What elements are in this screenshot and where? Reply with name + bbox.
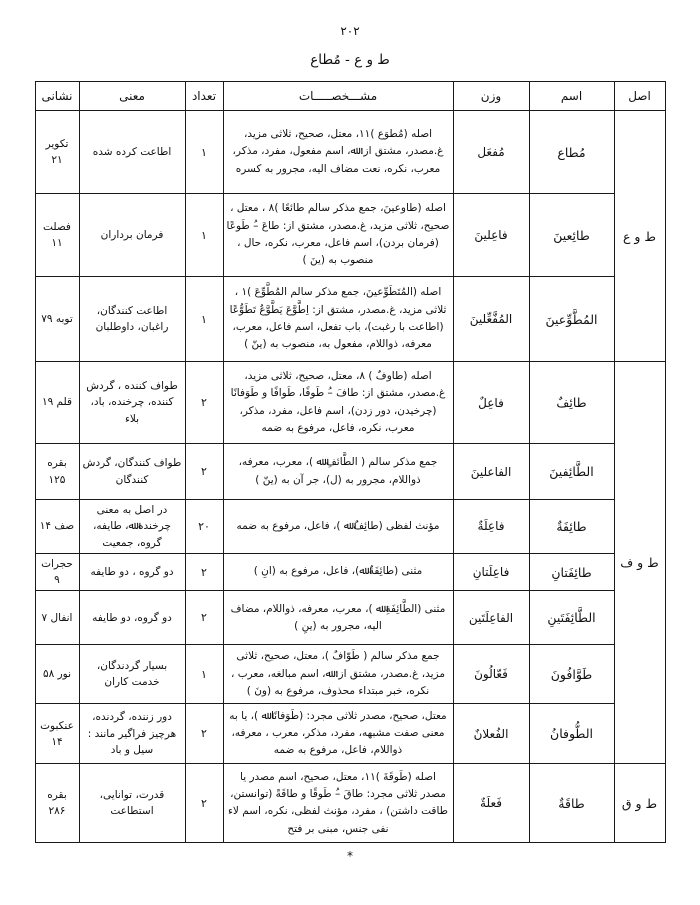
cell-esm: طاقَةٌ xyxy=(529,764,614,843)
cell-mani: اطاعت کرده شده xyxy=(79,111,185,194)
cell-esm: الطَّائِفَتَینِ xyxy=(529,591,614,645)
cell-tedad: ۲ xyxy=(185,704,223,764)
header-row xyxy=(35,82,665,111)
cell-tedad: ۲۰ xyxy=(185,500,223,554)
cell-vazn: فاعِلَةٌ xyxy=(453,500,529,554)
cell-neshani: تکویر ۲۱ xyxy=(35,111,79,194)
cell-esm: طائِفَتانِ xyxy=(529,553,614,591)
cell-neshani: قلم ۱۹ xyxy=(35,362,79,444)
cell-moshakhasat: مثنی (طائِفَةٌ ﷲ)، فاعل، مرفوع به (انِ ) xyxy=(223,553,453,591)
column-header-mani: معنی xyxy=(79,82,185,111)
cell-neshani: بقره ۲۸۶ xyxy=(35,764,79,843)
cell-tedad: ۲ xyxy=(185,591,223,645)
root-cell: ط و ق xyxy=(614,764,665,843)
cell-vazn: الفُعلانٌ xyxy=(453,704,529,764)
cell-tedad: ۲ xyxy=(185,362,223,444)
table-row xyxy=(35,553,665,591)
cell-mani: قدرت، توانایی، استطاعت xyxy=(79,764,185,843)
cell-neshani: فصلت ۱۱ xyxy=(35,194,79,277)
cell-mani: دو گروه ، دو طایفه xyxy=(79,553,185,591)
cell-neshani: نور ۵۸ xyxy=(35,645,79,704)
column-header-esm: اسم xyxy=(529,82,614,111)
column-header-asl: اصل xyxy=(614,82,665,111)
cell-mani: طواف کننده ، گردش کننده، چرخنده، باد، بلاء xyxy=(79,362,185,444)
cell-neshani: توبه ۷۹ xyxy=(35,277,79,362)
column-header-neshani: نشانی xyxy=(35,82,79,111)
cell-neshani: صف ۱۴ xyxy=(35,500,79,554)
cell-moshakhasat: جمع مذکر سالم ( طَوّافٌ )، معتل، صحیح، ثلاثی مزید، غ.مصدر، مشتق از: ﷲ، اسم مبالغه، معرب ، نکره، خبر مبتداء محذوف، مرفوع به (ونَ ) xyxy=(223,645,453,704)
cell-esm: الطَّائِفینَ xyxy=(529,444,614,500)
cell-tedad: ۱ xyxy=(185,111,223,194)
table-row xyxy=(35,645,665,704)
root-cell: ط و ف xyxy=(614,362,665,764)
cell-moshakhasat: معتل، صحیح، مصدر ثلاثی مجرد: (طَوَفانًا ﷲ )، یا به معنی صفت مشبهه، مفرد، مذکر، معرب ، معرفه، ذواللام، فاعل، مرفوع به ضمه xyxy=(223,704,453,764)
cell-moshakhasat: مثنی (الطَّائِفَةِ ﷲ )، معرب، معرفه، ذواللام، مضاف الیه، مجرور به (ینِ ) xyxy=(223,591,453,645)
cell-mani: اطاعت کنندگان، راغبان، داوطلبان xyxy=(79,277,185,362)
cell-esm: طَوَّافُونَ xyxy=(529,645,614,704)
table-row xyxy=(35,111,665,194)
cell-mani: فرمان برداران xyxy=(79,194,185,277)
cell-esm: طائِفٌ xyxy=(529,362,614,444)
cell-mani: دور زننده، گردنده، هرچیز فراگیر مانند : سیل و باد xyxy=(79,704,185,764)
page-number: ۲۰۲ xyxy=(340,24,360,38)
cell-mani: طواف کنندگان، گردش کنندگان xyxy=(79,444,185,500)
table-row xyxy=(35,764,665,843)
cell-esm: الطُّوفانُ xyxy=(529,704,614,764)
cell-vazn: فاعِلینَ xyxy=(453,194,529,277)
cell-esm: المُطَّوِّعینَ xyxy=(529,277,614,362)
cell-moshakhasat: جمع مذکر سالم ( الطَّائفِ ﷲ )، معرب، معرفه، ذواللام، مجرور به (ل)، جر آن به (ینّ ) xyxy=(223,444,453,500)
cell-tedad: ۱ xyxy=(185,645,223,704)
table-row xyxy=(35,444,665,500)
cell-vazn: فَعلَةٌ xyxy=(453,764,529,843)
cell-tedad: ۱ xyxy=(185,194,223,277)
cell-vazn: فَعّالُونَ xyxy=(453,645,529,704)
cell-moshakhasat: مؤنث لفظی (طائِفٌ ﷲ )، فاعل، مرفوع به ضمه xyxy=(223,500,453,554)
cell-tedad: ۲ xyxy=(185,553,223,591)
cell-moshakhasat: اصله (طاوعینَ، جمع مذکر سالم طائعًا )۸ ، معتل ، صحیح، ثلاثی مزید، غ.مصدر، مشتق از: طاعَ –ُ طَوعًا (فرمان بردن)، اسم فاعل، معرب، نکره، حال ، منصوب به (ینَ ) xyxy=(223,194,453,277)
table-row xyxy=(35,591,665,645)
cell-vazn: الفاعِلَتَین xyxy=(453,591,529,645)
cell-mani: در اصل به معنی چرخنده ﷲ، طایفه، گروه، جمعیت xyxy=(79,500,185,554)
cell-esm: طائِعینَ xyxy=(529,194,614,277)
cell-neshani: بقره ۱۲۵ xyxy=(35,444,79,500)
cell-moshakhasat: اصله (طَوقَةَ )۱۱، معتل، صحیح، اسم مصدر یا مصدر ثلاثی مجرد: طاقَ –ُ طَوقًا و طاقَةً (توانستن، طاقت داشتن) ، مفرد، مؤنث لفظی، نکره، اسم لاء نفی جنس، مبنی بر فتح xyxy=(223,764,453,843)
table-row xyxy=(35,362,665,444)
footnote-star: * xyxy=(347,849,353,864)
cell-tedad: ۱ xyxy=(185,277,223,362)
morphology-table xyxy=(35,81,666,843)
cell-esm: طائِفَةٌ xyxy=(529,500,614,554)
cell-vazn: فاعِلٌ xyxy=(453,362,529,444)
column-header-vazn: وزن xyxy=(453,82,529,111)
table-row xyxy=(35,704,665,764)
table-row xyxy=(35,277,665,362)
cell-vazn: الفاعلینَ xyxy=(453,444,529,500)
cell-tedad: ۲ xyxy=(185,444,223,500)
cell-moshakhasat: اصله (طاوفٌ ) ۸، معتل، صحیح، ثلاثی مزید، غ.مصدر، مشتق از: طافَ –ُ طَوفًا، طَوافًا و طَوَفانًا (چرخیدن، دور زدن)، اسم فاعل، مفرد، مذکر، معرب، نکره، فاعل، مرفوع به ضمه xyxy=(223,362,453,444)
cell-vazn: المُفَّعِّلینَ xyxy=(453,277,529,362)
cell-esm: مُطاع xyxy=(529,111,614,194)
column-header-moshakhasat: مشـــخصـــــات xyxy=(223,82,453,111)
cell-mani: بسیار گردندگان، خدمت کاران xyxy=(79,645,185,704)
cell-neshani: عنکبوت ۱۴ xyxy=(35,704,79,764)
cell-vazn: فاعِلَتانِ xyxy=(453,553,529,591)
table-row xyxy=(35,194,665,277)
page-title: ط و ع - مُطاع xyxy=(310,52,390,68)
cell-tedad: ۲ xyxy=(185,764,223,843)
root-cell: ط و ع xyxy=(614,111,665,362)
cell-mani: دو گروه، دو طایفه xyxy=(79,591,185,645)
cell-moshakhasat: اصله (مُطوَع )۱۱، معتل، صحیح، ثلاثی مزید، غ.مصدر، مشتق از: ﷲ، اسم مفعول، مفرد، مذکر، معرب، نکره، نعت مضاف الیه، مجرور به کسره xyxy=(223,111,453,194)
cell-vazn: مُفعَل xyxy=(453,111,529,194)
cell-neshani: حجرات ۹ xyxy=(35,553,79,591)
table-row xyxy=(35,500,665,554)
column-header-tedad: تعداد xyxy=(185,82,223,111)
cell-neshani: انفال ۷ xyxy=(35,591,79,645)
cell-moshakhasat: اصله (المُتَطَوِّعینَ، جمع مذکر سالم المُطَّوِّعَ )۱ ، ثلاثی مزید، غ.مصدر، مشتق از: اِطَّوَّعَ یَطَّوَّعُ تَطَوُّعًا (اطاعت با رغبت)، باب تفعل، اسم فاعل، معرب، معرفه، ذواللام، مفعول به، منصوب به (ینّ ) xyxy=(223,277,453,362)
